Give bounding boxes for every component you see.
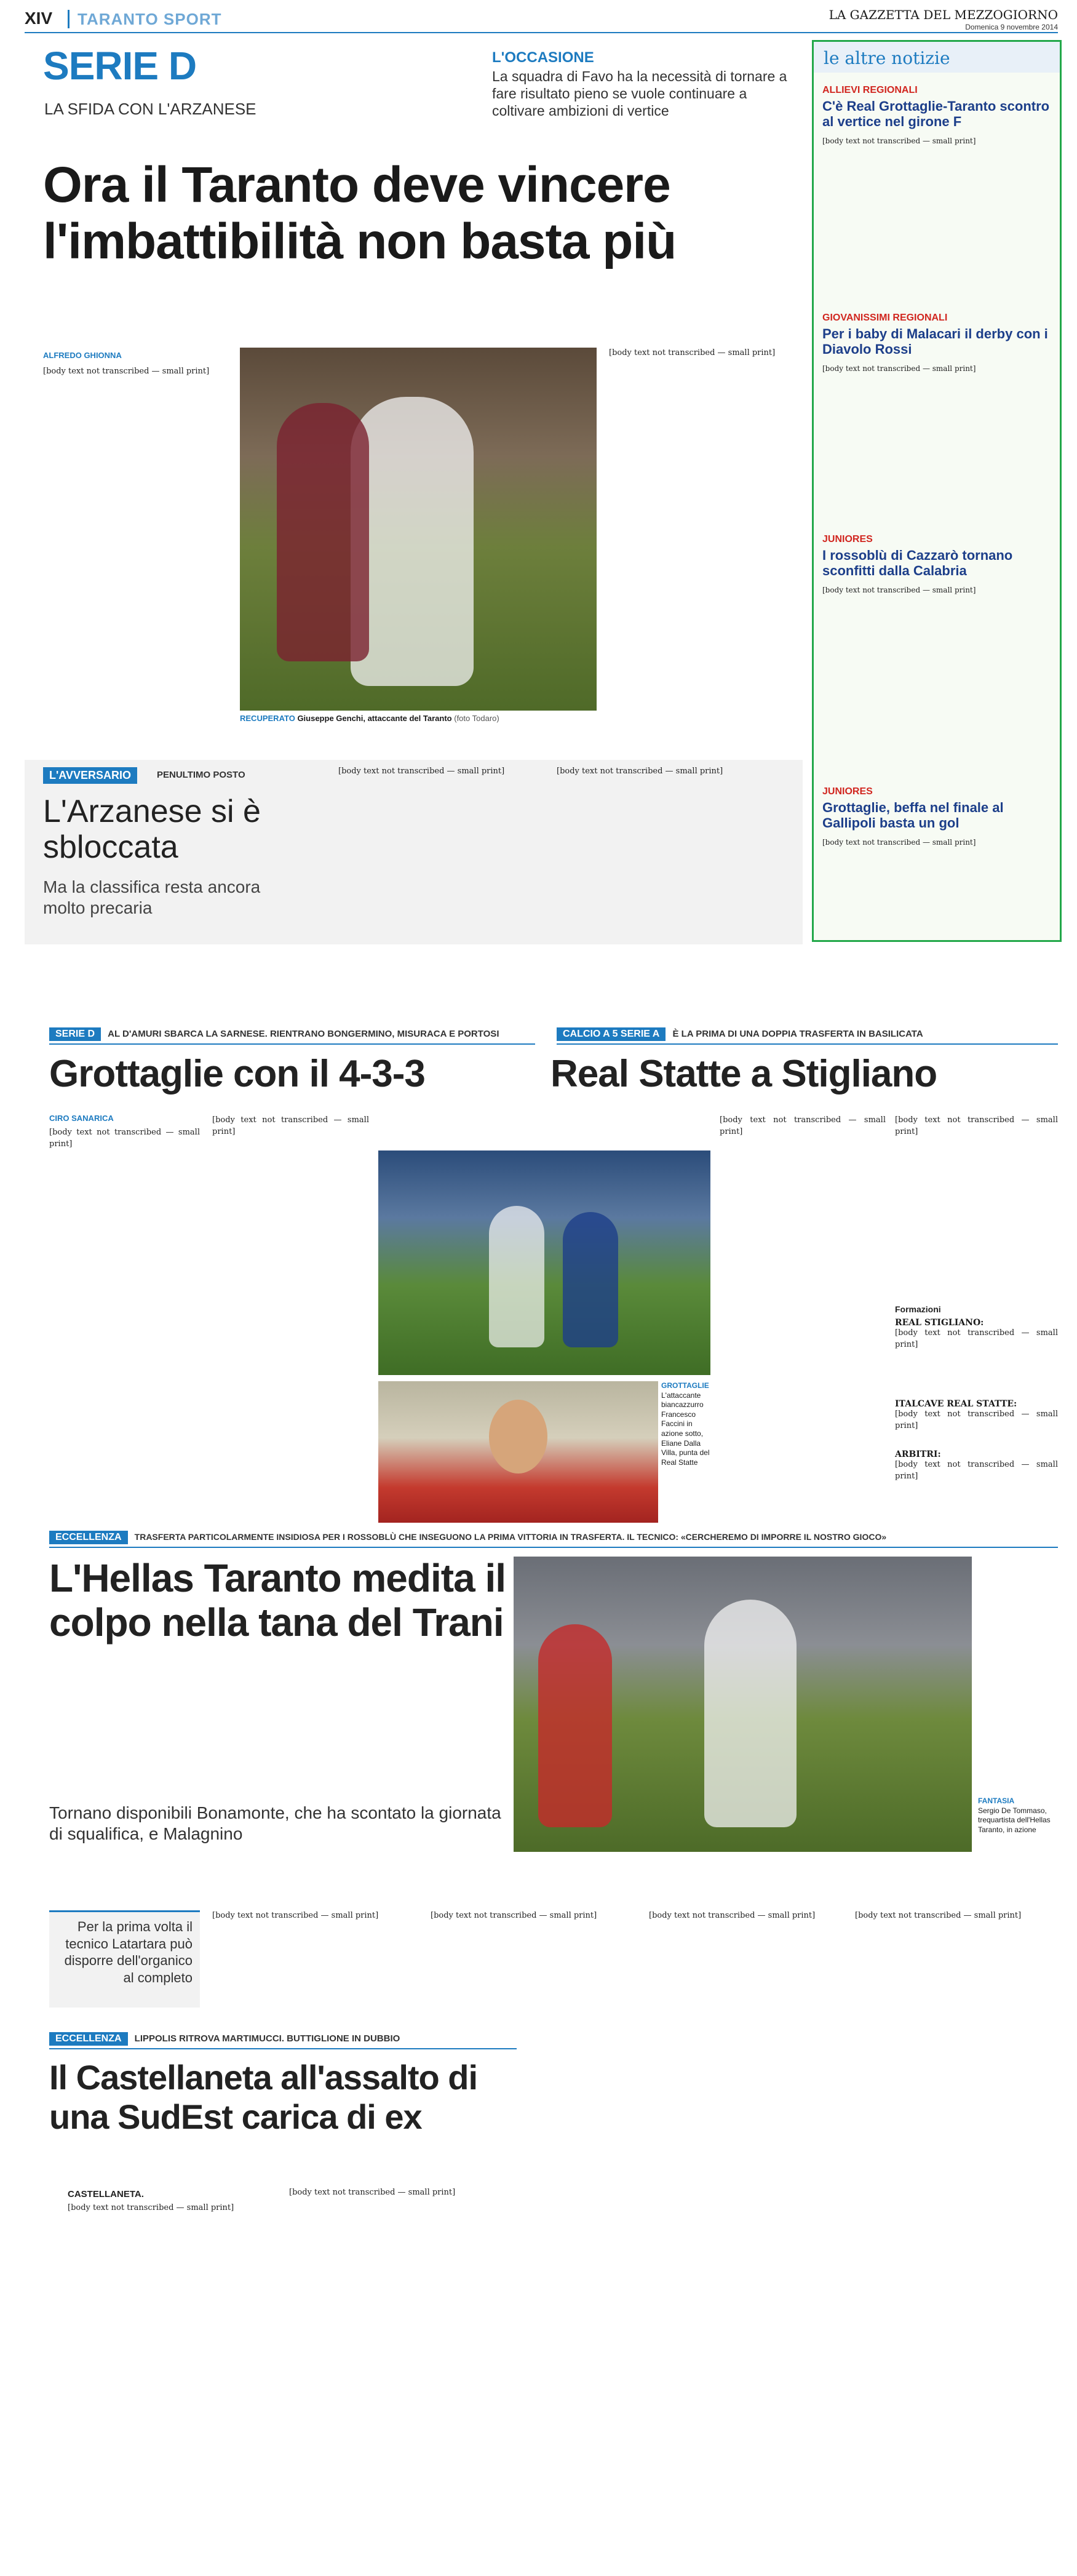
- sidebar-body: [body text not transcribed — small print]: [822, 585, 976, 594]
- sidebar-headline: Grottaglie, beffa nel finale al Gallipoli basta un gol: [822, 800, 1004, 831]
- opponent-figure: [538, 1624, 612, 1827]
- lead-article: [25, 43, 797, 744]
- band-text: LIPPOLIS RITROVA MARTIMUCCI. BUTTIGLIONE IN DUBBIO: [134, 2033, 400, 2044]
- body-column: [body text not transcribed — small print]: [720, 1115, 886, 1136]
- sidebar-body: [body text not transcribed — small print]: [822, 364, 976, 373]
- band-pill: ECCELLENZA: [49, 1531, 128, 1544]
- photo-grottaglie-match: [378, 1150, 710, 1375]
- headline: L'Arzanese si è sbloccata: [43, 794, 261, 866]
- kicker: L'AVVERSARIO: [49, 769, 131, 781]
- sidebar-headline: Per i baby di Malacari il derby con i Diavolo Rossi: [822, 326, 1048, 357]
- opponent-figure: [277, 403, 369, 661]
- kicker-badge: [43, 767, 137, 784]
- sidebar-headline: C'è Real Grottaglie-Taranto scontro al vertice nel girone F: [822, 98, 1050, 130]
- caption-label: RECUPERATO: [240, 714, 295, 723]
- body-column: [body text not transcribed — small print]: [609, 348, 776, 357]
- band-pill: CALCIO A 5 SERIE A: [557, 1027, 666, 1041]
- caption-text: Giuseppe Genchi, attaccante del Taranto: [297, 714, 452, 723]
- sidebar-headline: I rossoblù di Cazzarò tornano sconfitti dalla Calabria: [822, 548, 1013, 579]
- photo-caption: [978, 1796, 1058, 1835]
- sidebar-kicker: GIOVANISSIMI REGIONALI: [822, 313, 948, 323]
- band-text: AL D'AMURI SBARCA LA SARNESE. RIENTRANO BONGERMINO, MISURACA E PORTOSI: [108, 1029, 499, 1039]
- sidebar-body: [body text not transcribed — small print]: [822, 837, 976, 847]
- caption-label: FANTASIA: [978, 1796, 1015, 1805]
- headline-real-statte: Real Statte a Stigliano: [550, 1053, 937, 1095]
- section-title: TARANTO SPORT: [77, 10, 222, 28]
- sidebar-item: [822, 786, 1051, 930]
- sidebar-kicker: ALLIEVI REGIONALI: [822, 85, 918, 95]
- team-name: ITALCAVE REAL STATTE:: [895, 1399, 1017, 1409]
- team-lineup: [body text not transcribed — small print]: [895, 1410, 1058, 1430]
- body-column: [body text not transcribed — small print]: [557, 767, 723, 776]
- section-label: SERIE D: [43, 44, 197, 88]
- photo-de-tommaso: [514, 1557, 972, 1852]
- sidebar-body: [body text not transcribed — small print]: [822, 136, 976, 145]
- subhead: Tornano disponibili Bonamonte, che ha scontato la giornata di squalifica, e Malagnino: [49, 1803, 501, 1843]
- body-column: [body text not transcribed — small print]: [49, 1128, 200, 1149]
- caption-label: GROTTAGLIE: [661, 1381, 709, 1390]
- photo-dalla-villa: [378, 1381, 658, 1523]
- occasion-kicker: L'OCCASIONE: [492, 49, 594, 66]
- referees: [body text not transcribed — small print]: [895, 1460, 1058, 1481]
- caption-text: Sergio De Tommaso, trequartista dell'Hellas Taranto, in azione: [978, 1806, 1051, 1834]
- player-figure: [704, 1600, 797, 1827]
- band-real-statte: [557, 1027, 1058, 1045]
- team-lineup: [body text not transcribed — small print]: [895, 1328, 1058, 1349]
- occasion-text: La squadra di Favo ha la necessità di tornare a fare risultato pieno se vuole continuare a coltivare ambizioni di vertice: [492, 68, 787, 119]
- byline: ALFREDO GHIONNA: [43, 351, 122, 360]
- band-text: È LA PRIMA DI UNA DOPPIA TRASFERTA IN BASILICATA: [672, 1029, 923, 1039]
- body-column: [body text not transcribed — small print]: [855, 1911, 1022, 1920]
- photo-genchi: [240, 348, 597, 711]
- masthead: [25, 6, 1058, 33]
- player-figure: [489, 1206, 544, 1347]
- kicker-side: PENULTIMO POSTO: [157, 770, 245, 780]
- formations-title: Formazioni: [895, 1304, 941, 1314]
- sidebar-title: le altre notizie: [824, 48, 950, 68]
- sidebar-item: [822, 85, 1051, 271]
- player-face: [489, 1400, 547, 1473]
- lead-place: CASTELLANETA.: [68, 2189, 144, 2199]
- pull-quote-text: Per la prima volta il tecnico Latartara può disporre dell'organico al completo: [64, 1919, 193, 1985]
- masthead-divider: [68, 10, 70, 28]
- photo-caption: [240, 714, 597, 724]
- body-column: [body text not transcribed — small print]: [289, 2188, 456, 2197]
- paper-name: LA GAZZETTA DEL MEZZOGIORNO: [829, 7, 1058, 22]
- band-text: TRASFERTA PARTICOLARMENTE INSIDIOSA PER I ROSSOBLÙ CHE INSEGUONO LA PRIMA VITTORIA IN TRASFERTA. IL TECNICO: «CERCHEREMO DI IMPORRE IL NOSTRO GIOCO»: [134, 1532, 887, 1542]
- body-column: [body text not transcribed — small print]: [212, 1115, 369, 1136]
- band-castellaneta: [49, 2032, 517, 2049]
- referees-label: ARBITRI:: [895, 1449, 941, 1459]
- band-hellas: [49, 1531, 1058, 1548]
- pull-quote: [49, 1910, 200, 2008]
- headline: Ora il Taranto deve vincere l'imbattibilità non basta più: [43, 157, 677, 269]
- caption-credit: (foto Todaro): [454, 714, 499, 723]
- opponent-box: [25, 760, 803, 944]
- body-column: [body text not transcribed — small print]: [431, 1911, 597, 1920]
- band-pill: SERIE D: [49, 1027, 101, 1041]
- body-column: [body text not transcribed — small print]: [338, 767, 505, 776]
- headline-castellaneta: Il Castellaneta all'assalto di una SudEst carica di ex: [49, 2058, 478, 2137]
- body-column: [body text not transcribed — small print]: [212, 1911, 379, 1920]
- sidebar-other-news: [812, 40, 1062, 942]
- sidebar-item: [822, 313, 1051, 493]
- headline-hellas: L'Hellas Taranto medita il colpo nella tana del Trani: [49, 1556, 506, 1645]
- byline: CIRO SANARICA: [49, 1114, 114, 1123]
- headline-grottaglie: Grottaglie con il 4-3-3: [49, 1053, 425, 1095]
- team-name: REAL STIGLIANO:: [895, 1318, 984, 1328]
- page-number: XIV: [25, 9, 53, 28]
- sidebar-kicker: JUNIORES: [822, 786, 873, 797]
- sidebar-item: [822, 534, 1051, 782]
- body-column: [body text not transcribed — small print]: [895, 1115, 1058, 1136]
- photo-caption: [661, 1381, 713, 1467]
- body-column: [body text not transcribed — small print]: [43, 367, 210, 376]
- issue-date: Domenica 9 novembre 2014: [965, 23, 1058, 31]
- body-column: [body text not transcribed — small print]: [649, 1911, 816, 1920]
- sidebar-kicker: JUNIORES: [822, 534, 873, 544]
- band-pill: ECCELLENZA: [49, 2032, 128, 2046]
- section-sublabel: LA SFIDA CON L'ARZANESE: [44, 100, 256, 118]
- subhead: Ma la classifica resta ancora molto precaria: [43, 877, 261, 917]
- player-figure: [563, 1212, 618, 1347]
- body-column: [body text not transcribed — small print]: [68, 2203, 234, 2212]
- band-grottaglie: [49, 1027, 535, 1045]
- player-figure: [351, 397, 474, 686]
- formations-block: [895, 1304, 1058, 1484]
- caption-text: L'attaccante biancazzurro Francesco Faccini in azione sotto, Eliane Dalla Villa, punta del Real Statte: [661, 1390, 710, 1467]
